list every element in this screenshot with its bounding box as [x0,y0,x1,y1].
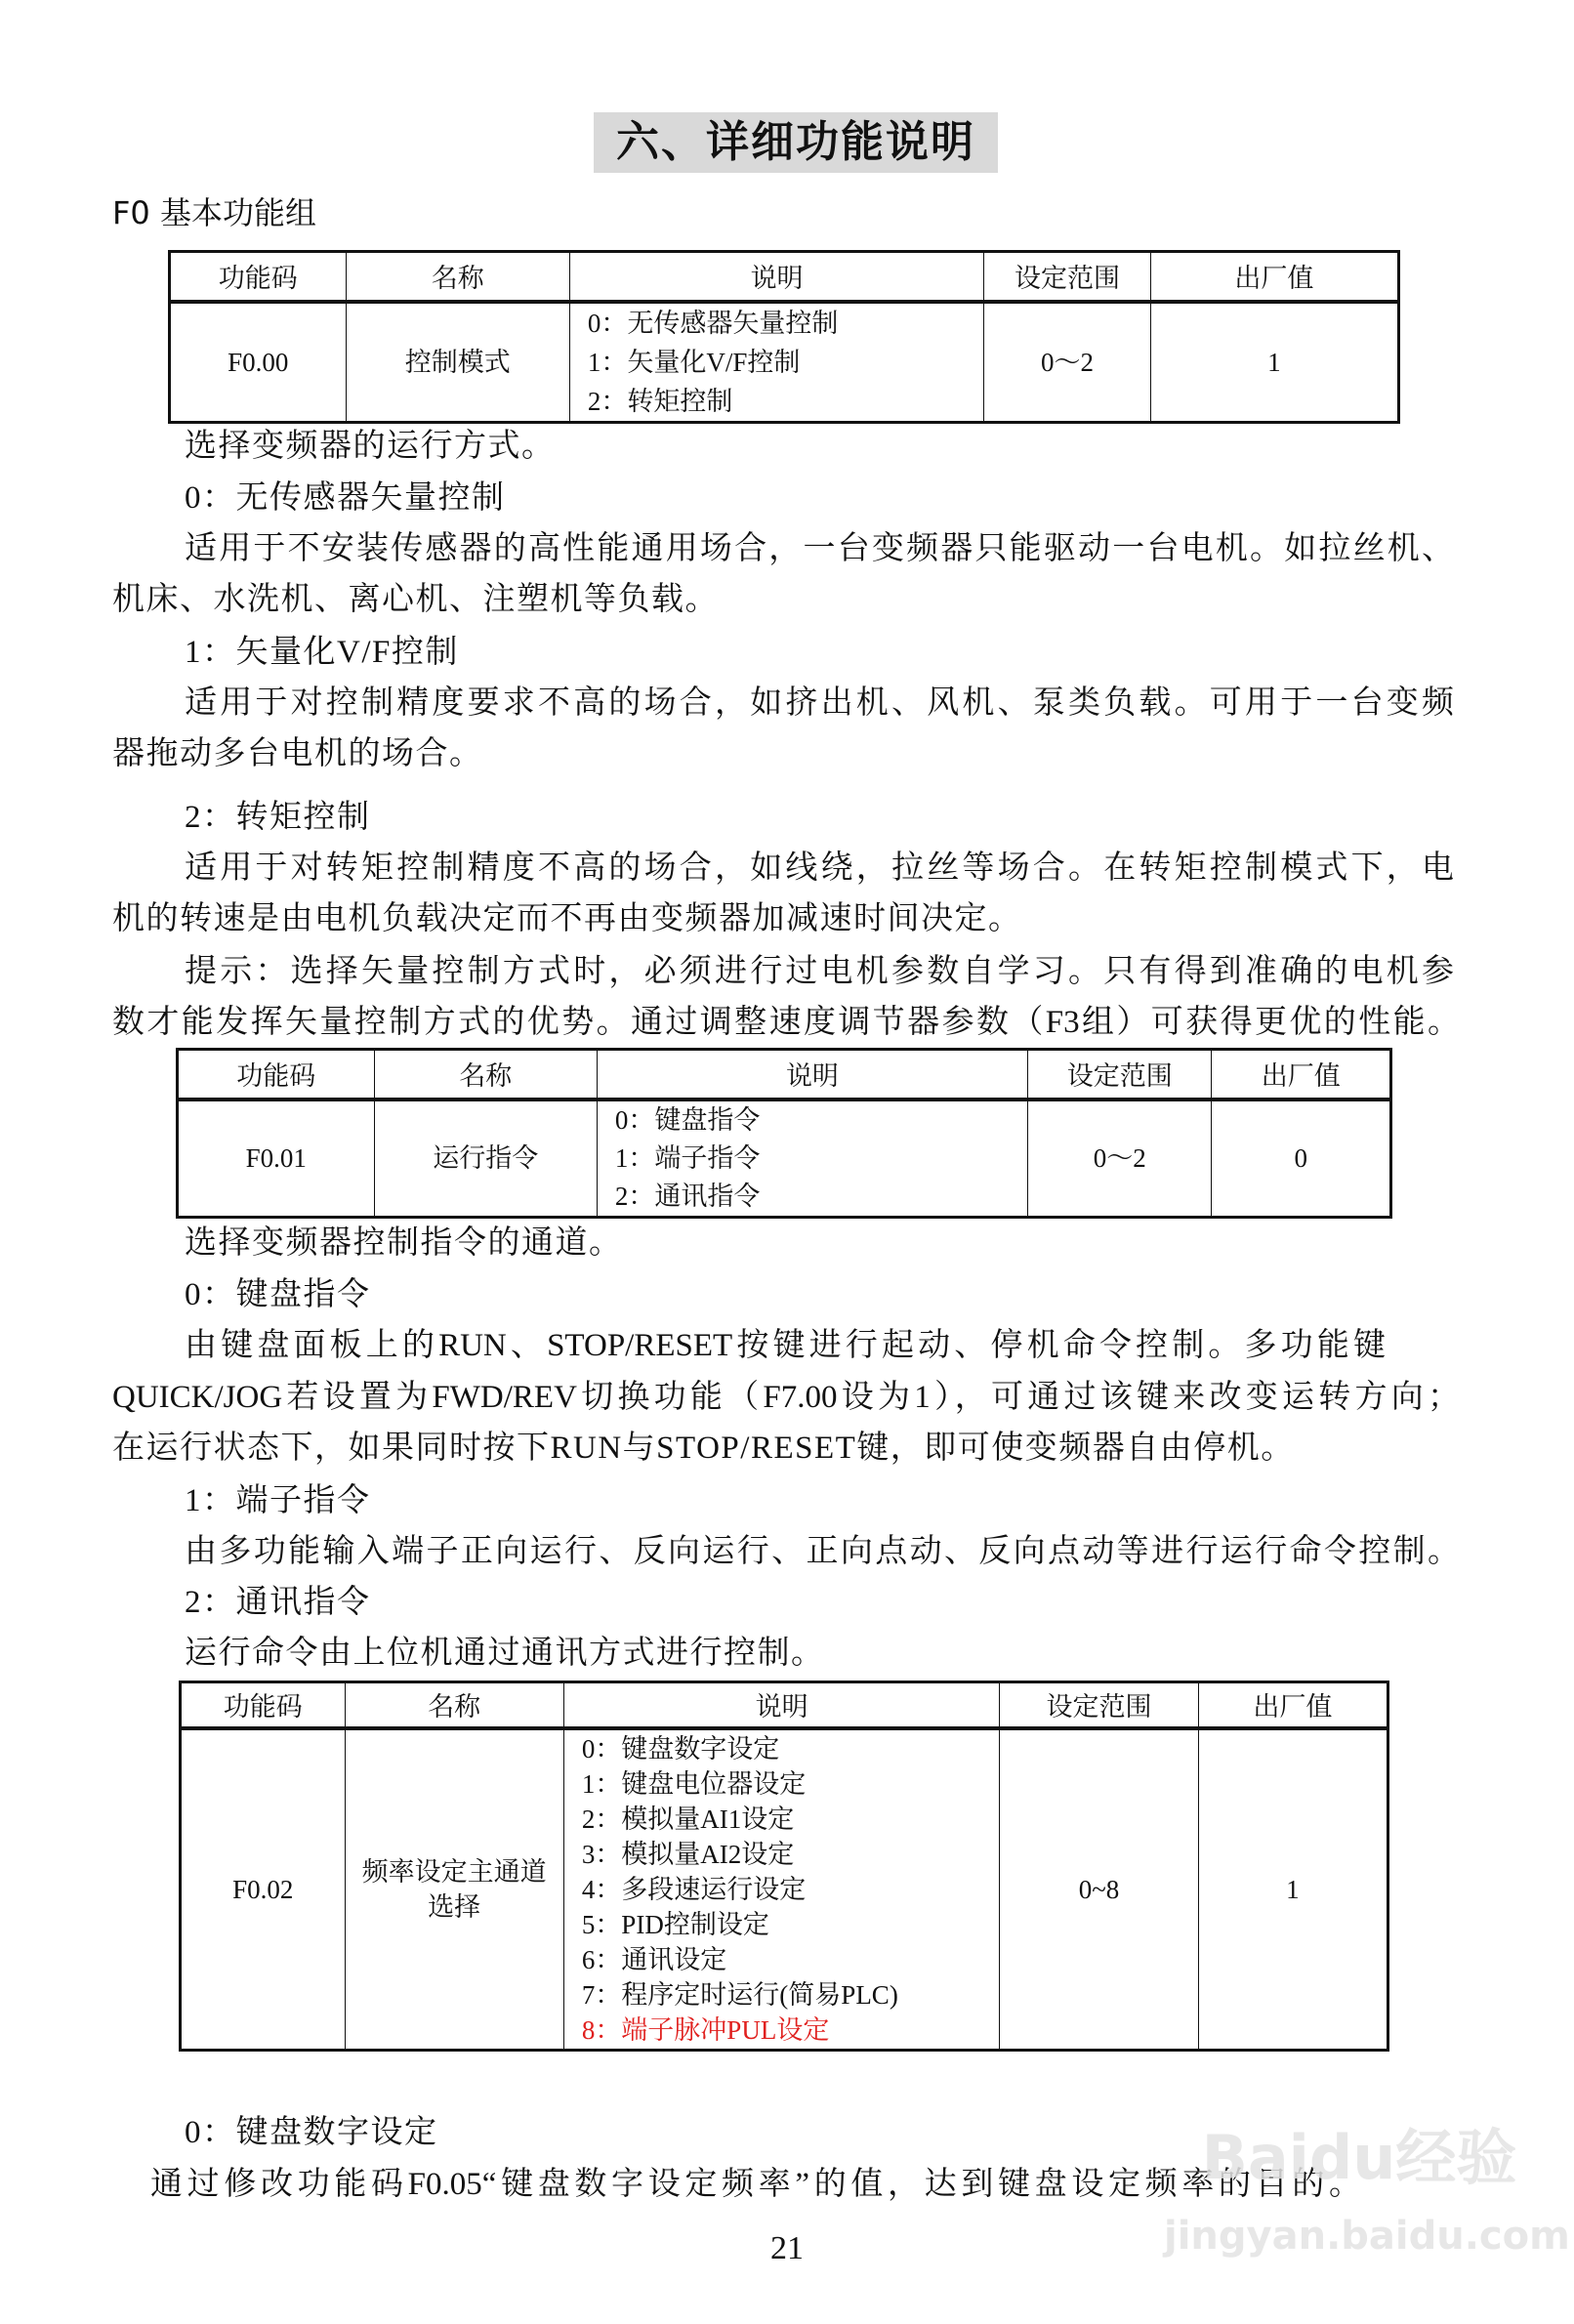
header-desc: 说明 [563,1682,1000,1728]
paragraph-line: 提示：选择矢量控制方式时，必须进行过电机参数自学习。只有得到准确的电机参 [185,954,1454,989]
option: 1：端子指令 [614,1142,761,1173]
page-number: 21 [770,2230,804,2266]
watermark-url: jingyan.baidu.com [1164,2214,1570,2259]
table-row [170,302,1399,423]
option: 6：通讯设定 [581,1944,727,1974]
param-table-f0-01 [176,1048,1392,1219]
option: 0：键盘数字设定 [581,1733,780,1764]
header-desc: 说明 [569,252,983,302]
header-range: 设定范围 [1028,1050,1212,1100]
cell-desc [563,1728,1000,2051]
header-name: 名称 [345,1682,563,1728]
option: 3：模拟量AI2设定 [581,1839,795,1869]
header-default: 出厂值 [1198,1682,1388,1728]
option: 5：PID控制设定 [581,1909,769,1939]
cell-range: 0~8 [1000,1728,1198,2051]
header-code: 功能码 [181,1682,346,1728]
header-code: 功能码 [178,1050,375,1100]
option: 1：矢量化V/F控制 [587,347,801,377]
paragraph-line: 数才能发挥矢量控制方式的优势。通过调整速度调节器参数（F3组）可获得更优的性能。 [112,1005,1460,1040]
cell-range: 0～2 [1028,1100,1212,1218]
cell-desc [597,1100,1027,1218]
paragraph-line: 2：通讯指令 [185,1585,371,1620]
option: 0：键盘指令 [614,1104,761,1135]
option: 2：转矩控制 [587,386,733,416]
paragraph-line: 选择变频器控制指令的通道。 [185,1225,623,1261]
paragraph-line: 机床、水洗机、离心机、注塑机等负载。 [112,582,719,617]
param-table-f0-02 [179,1681,1389,2052]
cell-default: 0 [1212,1100,1391,1218]
paragraph-line: 适用于对控制精度要求不高的场合，如挤出机、风机、泵类负载。可用于一台变频 [185,685,1454,721]
paragraph-line: 1：矢量化V/F控制 [185,635,459,670]
paragraph-line: 通过修改功能码F0.05“键盘数字设定频率”的值，达到键盘设定频率的目的。 [150,2167,1361,2202]
param-table-f0-00 [168,250,1400,424]
table-row [178,1100,1391,1218]
header-range: 设定范围 [1000,1682,1198,1728]
option: 1：键盘电位器设定 [581,1768,807,1799]
cell-name: 运行指令 [374,1100,597,1218]
table-row [181,1728,1388,2051]
paragraph-line: 2：转矩控制 [185,800,371,835]
option: 4：多段速运行设定 [581,1874,807,1904]
option: 7：程序定时运行(简易PLC) [581,1979,898,2010]
paragraph-line: 1：端子指令 [185,1483,371,1518]
header-code: 功能码 [170,252,347,302]
option: 0：无传感器矢量控制 [587,308,839,338]
paragraph-line: 机的转速是由电机负载决定而不再由变频器加减速时间决定。 [112,901,1022,936]
group-heading: F0 基本功能组 [112,194,316,231]
header-default: 出厂值 [1150,252,1398,302]
cell-code: F0.02 [181,1728,346,2051]
paragraph-line: QUICK/JOG若设置为FWD/REV切换功能（F7.00设为1），可通过该键来改变运转方向； [112,1380,1460,1415]
cell-default: 1 [1150,302,1398,423]
paragraph-line: 器拖动多台电机的场合。 [112,736,483,771]
paragraph-line: 运行命令由上位机通过通讯方式进行控制。 [185,1636,825,1671]
paragraph-line: 0：键盘数字设定 [185,2115,438,2150]
paragraph-line: 0：无传感器矢量控制 [185,480,506,516]
paragraph-line: 选择变频器的运行方式。 [185,429,556,464]
baidu-watermark [1164,2109,1570,2304]
paragraph-line: 在运行状态下，如果同时按下RUN与STOP/RESET键，即可使变频器自由停机。 [112,1431,1295,1466]
cell-name-text: 频率设定主通道选择 [361,1856,547,1922]
header-desc: 说明 [597,1050,1027,1100]
header-range: 设定范围 [984,252,1150,302]
cell-code: F0.01 [178,1100,375,1218]
header-default: 出厂值 [1212,1050,1391,1100]
cell-name [345,1728,563,2051]
cell-default: 1 [1198,1728,1388,2051]
watermark-logo: Baidu经验 [1201,2122,1517,2193]
header-name: 名称 [374,1050,597,1100]
paragraph-line: 适用于不安装传感器的高性能通用场合，一台变频器只能驱动一台电机。如拉丝机、 [185,531,1454,566]
paragraph-line: 适用于对转矩控制精度不高的场合，如线绕，拉丝等场合。在转矩控制模式下，电 [185,851,1454,886]
cell-name: 控制模式 [346,302,569,423]
option-highlighted: 8：端子脉冲PUL设定 [581,2014,830,2045]
paragraph-line: 由键盘面板上的RUN、STOP/RESET按键进行起动、停机命令控制。多功能键 [185,1328,1386,1363]
header-name: 名称 [346,252,569,302]
option: 2：模拟量AI1设定 [581,1804,795,1834]
cell-desc [569,302,983,423]
cell-code: F0.00 [170,302,347,423]
paragraph-line: 由多功能输入端子正向运行、反向运行、正向点动、反向点动等进行运行命令控制。 [185,1534,1460,1569]
paragraph-line: 0：键盘指令 [185,1277,371,1312]
option: 2：通讯指令 [614,1181,761,1211]
cell-range: 0～2 [984,302,1150,423]
page-title: 六、详细功能说明 [594,112,998,173]
